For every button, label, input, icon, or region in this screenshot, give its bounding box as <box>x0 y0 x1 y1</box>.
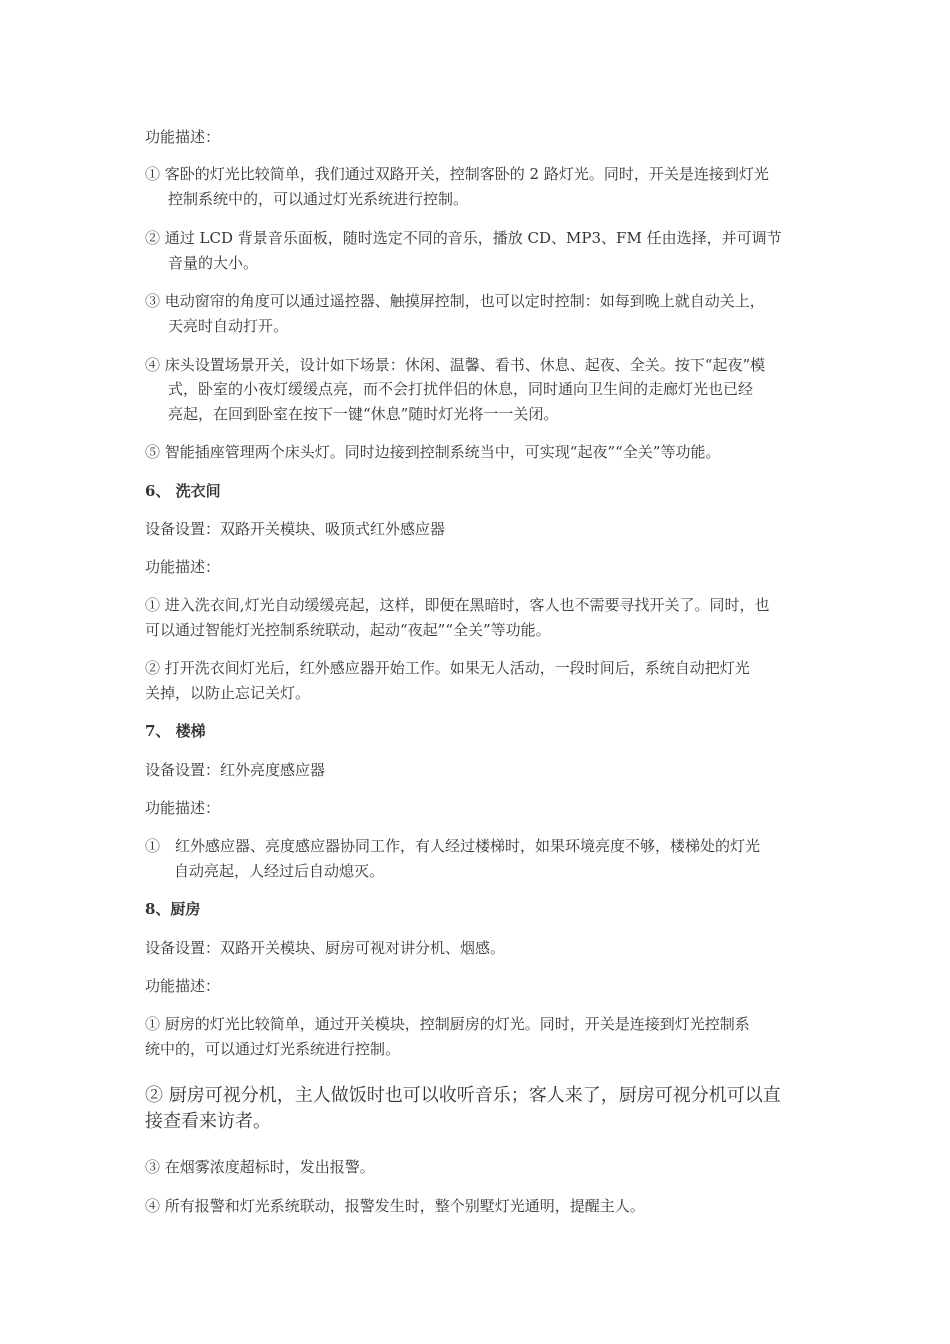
list-item-continuation: 可以通过智能灯光控制系统联动，起动“夜起”“全关”等功能。 <box>145 621 551 639</box>
list-item-continuation: 音量的大小。 <box>168 254 259 272</box>
list-item: ② 厨房可视分机，主人做饭时也可以收听音乐；客人来了，厨房可视分机可以直 <box>145 1085 781 1106</box>
section-heading: 8、厨房 <box>145 900 201 918</box>
list-item: ⑤ 智能插座管理两个床头灯。同时边接到控制系统当中，可实现“起夜”“全关”等功能。 <box>145 443 721 461</box>
list-item: ① 厨房的灯光比较简单，通过开关模块，控制厨房的灯光。同时，开关是连接到灯光控制系 <box>145 1015 750 1033</box>
list-item-continuation: 控制系统中的，可以通过灯光系统进行控制。 <box>168 190 469 208</box>
list-item-continuation: 统中的，可以通过灯光系统进行控制。 <box>145 1040 401 1058</box>
list-item: ① 进入洗衣间,灯光自动缓缓亮起，这样，即便在黑暗时，客人也不需要寻找开关了。同时，也 <box>145 596 770 614</box>
list-item-continuation: 亮起，在回到卧室在按下一键“休息”随时灯光将一一关闭。 <box>168 405 559 423</box>
paragraph: 设备设置：双路开关模块、厨房可视对讲分机、烟感。 <box>145 939 506 957</box>
list-item: ③ 电动窗帘的角度可以通过遥控器、触摸屏控制，也可以定时控制：如每到晚上就自动关上， <box>145 292 765 310</box>
list-item-continuation: 关掉，以防止忘记关灯。 <box>145 684 311 702</box>
paragraph: 设备设置：红外亮度感应器 <box>145 761 326 779</box>
section-heading: 6、 洗衣间 <box>145 482 221 500</box>
list-item-continuation: 接查看来访者。 <box>145 1111 271 1132</box>
paragraph: 功能描述： <box>145 799 221 817</box>
list-item: ④ 所有报警和灯光系统联动，报警发生时，整个别墅灯光通明，提醒主人。 <box>145 1197 645 1215</box>
list-item: ② 通过 LCD 背景音乐面板，随时选定不同的音乐，播放 CD、MP3、FM 任由选择，并可调节 <box>145 229 782 247</box>
list-item-continuation: 式，卧室的小夜灯缓缓点亮，而不会打扰伴侣的休息，同时通向卫生间的走廊灯光也已经 <box>168 380 754 398</box>
list-item: ① 红外感应器、亮度感应器协同工作，有人经过楼梯时，如果环境亮度不够，楼梯处的灯光 <box>145 837 761 855</box>
paragraph: 功能描述： <box>145 128 221 146</box>
section-heading: 7、 楼梯 <box>145 722 206 740</box>
list-item-continuation: 天亮时自动打开。 <box>168 317 289 335</box>
list-item-continuation: 自动亮起，人经过后自动熄灭。 <box>174 862 385 880</box>
list-item: ④ 床头设置场景开关，设计如下场景：休闲、温馨、看书、休息、起夜、全关。按下“起夜”模 <box>145 356 766 374</box>
paragraph: 设备设置：双路开关模块、吸顶式红外感应器 <box>145 520 446 538</box>
list-item: ① 客卧的灯光比较简单，我们通过双路开关，控制客卧的 2 路灯光。同时，开关是连接到灯光 <box>145 165 769 183</box>
list-item: ③ 在烟雾浓度超标时，发出报警。 <box>145 1158 375 1176</box>
paragraph: 功能描述： <box>145 977 221 995</box>
paragraph: 功能描述： <box>145 558 221 576</box>
list-item: ② 打开洗衣间灯光后，红外感应器开始工作。如果无人活动，一段时间后，系统自动把灯光 <box>145 659 750 677</box>
